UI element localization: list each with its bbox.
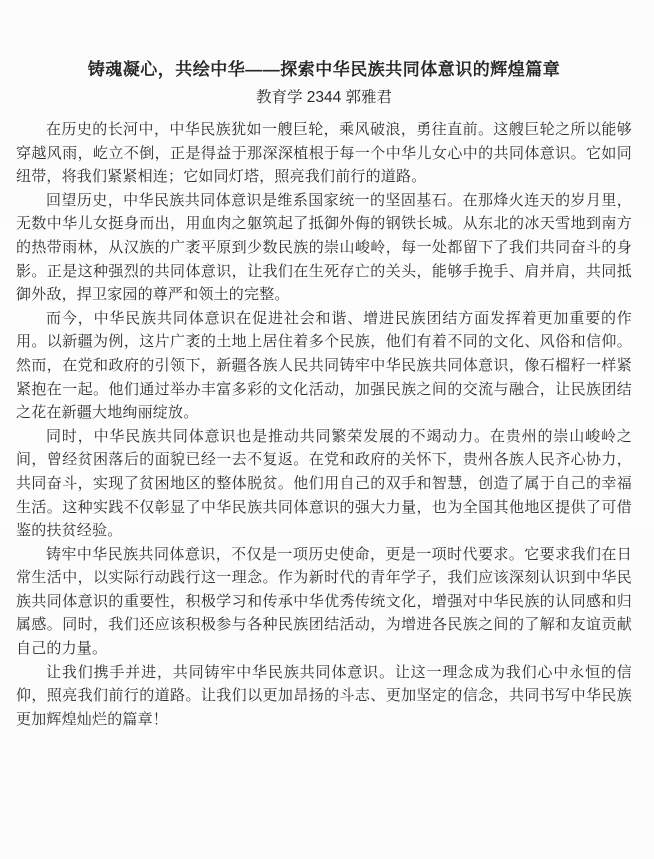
body-paragraph: 回望历史，中华民族共同体意识是维系国家统一的坚固基石。在那烽火连天的岁月里，无数中华儿女挺身而出，用血肉之躯筑起了抵御外侮的钢铁长城。从东北的冰天雪地到南方的热带雨林，从汉族的广袤平原到少数民族的崇山峻岭，每一处都留下了我们共同奋斗的身影。正是这种强烈的共同体意识，让我们在生死存亡的关头，能够手挽手、肩并肩，共同抵御外敌，捍卫家园的尊严和领土的完整。: [16, 191, 632, 304]
essay-body: [16, 118, 632, 731]
body-paragraph: 铸牢中华民族共同体意识，不仅是一项历史使命，更是一项时代要求。它要求我们在日常生活中，以实际行动践行这一理念。作为新时代的青年学子，我们应该深刻认识到中华民族共同体意识的重要性，积极学习和传承中华优秀传统文化，增强对中华民族的认同感和归属感。同时，我们还应该积极参与各种民族团结活动，为增进各民族之间的了解和友谊贡献自己的力量。: [16, 545, 632, 658]
body-paragraph: 让我们携手并进，共同铸牢中华民族共同体意识。让这一理念成为我们心中永恒的信仰，照亮我们前行的道路。让我们以更加昂扬的斗志、更加坚定的信念，共同书写中华民族更加辉煌灿烂的篇章！: [16, 663, 632, 728]
body-paragraph: 而今，中华民族共同体意识在促进社会和谐、增进民族团结方面发挥着更加重要的作用。以新疆为例，这片广袤的土地上居住着多个民族，他们有着不同的文化、风俗和信仰。然而，在党和政府的引领下，新疆各族人民共同铸牢中华民族共同体意识，像石榴籽一样紧紧抱在一起。他们通过举办丰富多彩的文化活动，加强民族之间的交流与融合，让民族团结之花在新疆大地绚丽绽放。: [16, 309, 632, 422]
body-paragraph: 在历史的长河中，中华民族犹如一艘巨轮，乘风破浪，勇往直前。这艘巨轮之所以能够穿越风雨，屹立不倒，正是得益于那深深植根于每一个中华儿女心中的共同体意识。它如同纽带，将我们紧紧相连；它如同灯塔，照亮我们前行的道路。: [16, 121, 632, 186]
essay-title: 铸魂凝心，共绘中华——探索中华民族共同体意识的辉煌篇章: [87, 60, 561, 79]
essay-byline: 教育学 2344 郭雅君: [255, 89, 393, 106]
body-paragraph: 同时，中华民族共同体意识也是推动共同繁荣发展的不竭动力。在贵州的崇山峻岭之间，曾经贫困落后的面貌已经一去不复返。在党和政府的关怀下，贵州各族人民齐心协力，共同奋斗，实现了贫困地区的整体脱贫。他们用自己的双手和智慧，创造了属于自己的幸福生活。这种实践不仅彰显了中华民族共同体意识的强大力量，也为全国其他地区提供了可借鉴的扶贫经验。: [16, 427, 632, 540]
